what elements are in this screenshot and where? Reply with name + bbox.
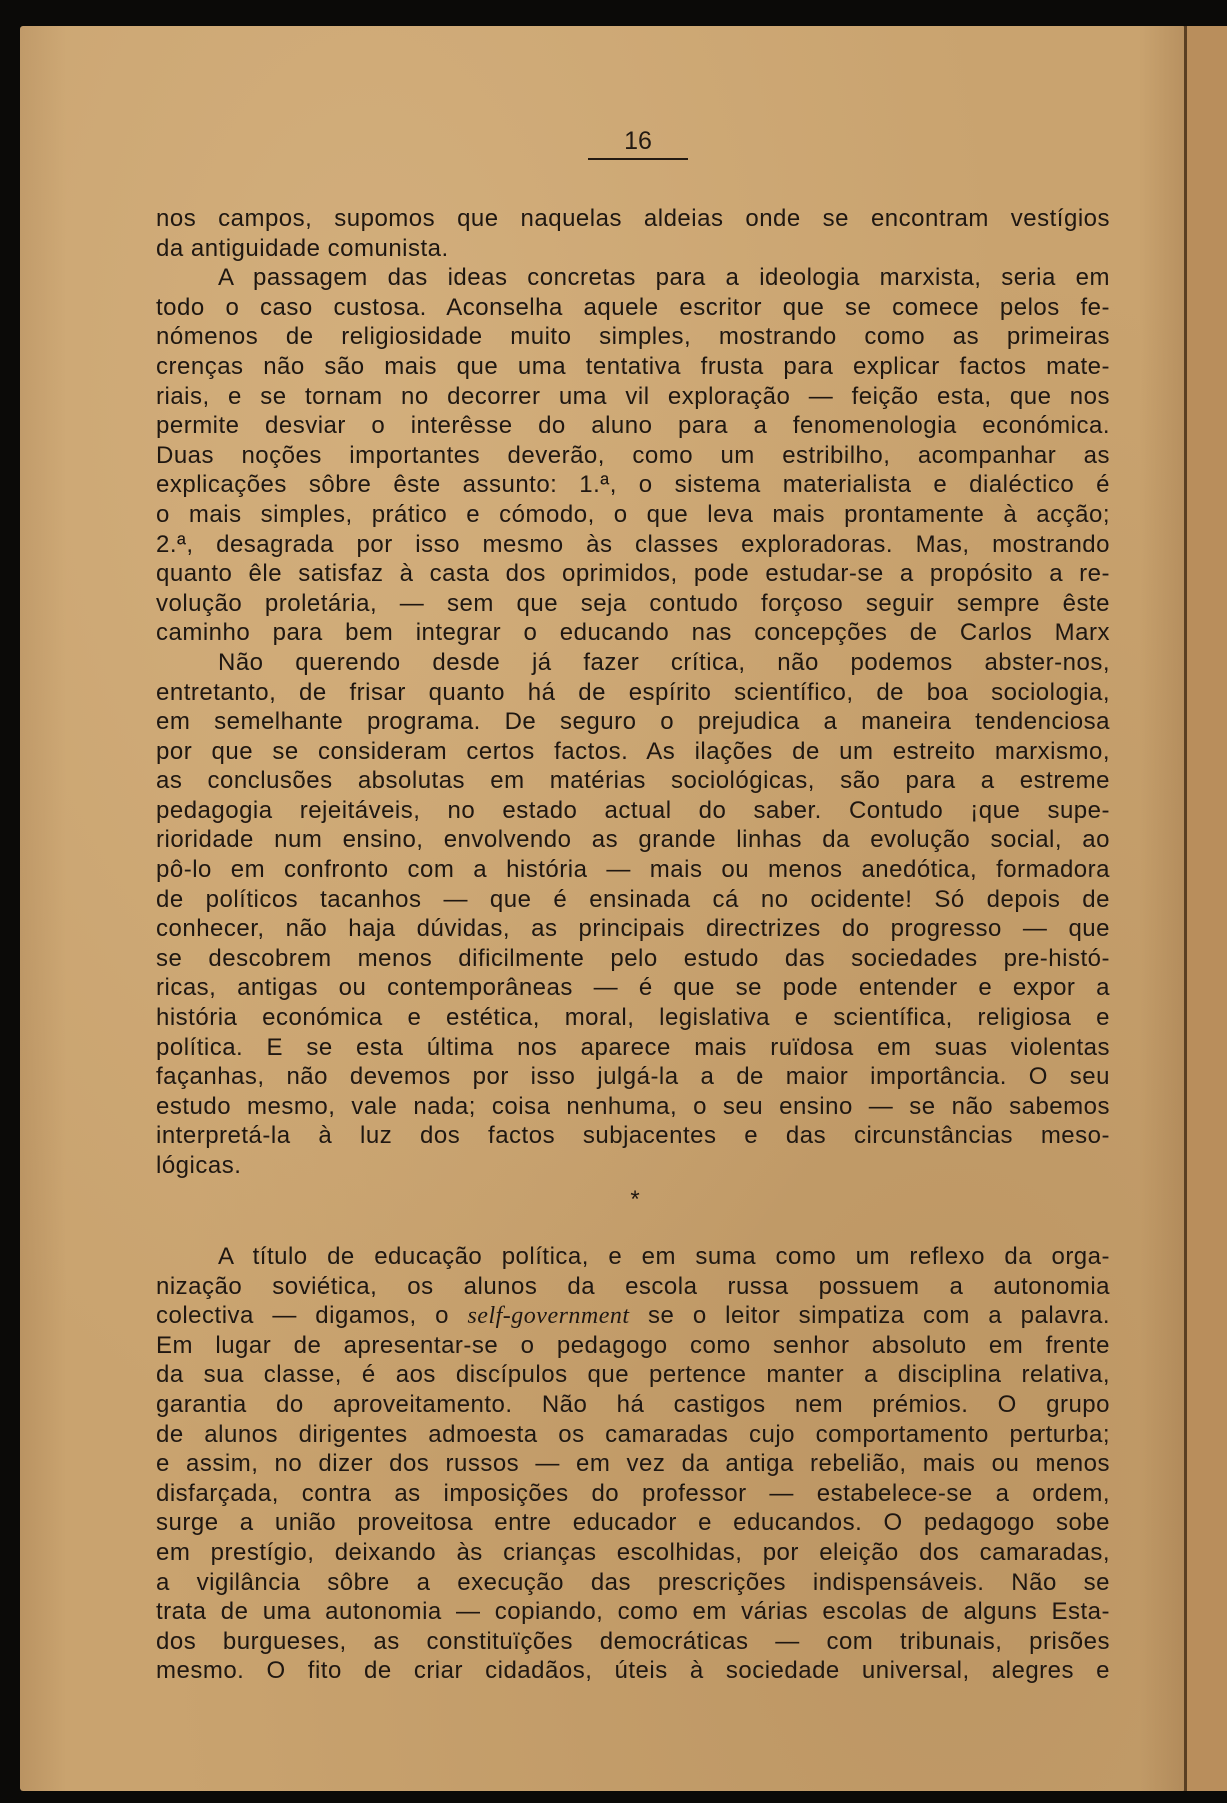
text-line: ricas, antigas ou contemporâneas — é que se pode entender e expor a <box>156 974 1110 1002</box>
text-line: todo o caso custosa. Aconselha aquele escritor que se comece pelos fe- <box>156 293 1110 321</box>
text-line: pedagogia rejeitáveis, no estado actual do saber. Contudo ¡que supe- <box>156 796 1110 824</box>
text-line: nómenos de religiosidade muito simples, mostrando como as primeiras <box>156 323 1110 351</box>
text-line: entretanto, de frisar quanto há de espírito scientífico, de boa sociologia, <box>156 678 1110 706</box>
text-line: história económica e estética, moral, legislativa e scientífica, religiosa e <box>156 1004 1110 1032</box>
text-line-with-italic <box>156 1301 1110 1331</box>
text-line: em prestígio, deixando às crianças escolhidas, por eleição dos camaradas, <box>156 1538 1110 1566</box>
text-line: estudo mesmo, vale nada; coisa nenhuma, o seu ensino — se não sabemos <box>156 1092 1110 1120</box>
text-line: e assim, no dizer dos russos — em vez da antiga rebelião, mais ou menos <box>156 1450 1110 1478</box>
text-line: a vigilância sôbre a execução das prescrições indispensáveis. Não se <box>156 1568 1110 1596</box>
text-line: por que se consideram certos factos. As ilações de um estreito marxismo, <box>156 737 1110 765</box>
text-line: da sua classe, é aos discípulos que pertence manter a disciplina relativa, <box>156 1361 1110 1389</box>
text-line: se descobrem menos dificilmente pelo estudo das sociedades pre-histó- <box>156 944 1110 972</box>
adjacent-page-edge <box>1184 26 1227 1791</box>
text-line: nização soviética, os alunos da escola russa possuem a autonomia <box>156 1272 1110 1300</box>
text-line: de políticos tacanhos — que é ensinada cá no ocidente! Só depois de <box>156 885 1110 913</box>
text-line: 2.ª, desagrada por isso mesmo às classes exploradoras. Mas, mostrando <box>156 530 1110 558</box>
text-line: interpretá-la à luz dos factos subjacentes e das circunstâncias meso- <box>156 1122 1110 1150</box>
text-line: o mais simples, prático e cómodo, o que leva mais prontamente à acção; <box>156 500 1110 528</box>
text-line: de alunos dirigentes admoesta os camaradas cujo comportamento perturba; <box>156 1420 1110 1448</box>
text-line: Em lugar de apresentar-se o pedagogo como senhor absoluto em frente <box>156 1331 1110 1359</box>
text-line: rioridade num ensino, envolvendo as grande linhas da evolução social, ao <box>156 826 1110 854</box>
text-line: crenças não são mais que uma tentativa frusta para explicar factos mate- <box>156 352 1110 380</box>
text-line: mesmo. O fito de criar cidadãos, úteis à sociedade universal, alegres e <box>156 1657 1110 1685</box>
page-number: 16 <box>588 126 688 160</box>
text-segment: se o leitor simpatiza com a palavra. <box>629 1302 1110 1330</box>
text-line: quanto êle satisfaz à casta dos oprimidos, pode estudar-se a propósito a re- <box>156 560 1110 588</box>
text-line: explicações sôbre êste assunto: 1.ª, o sistema materialista e dialéctico é <box>156 471 1110 499</box>
text-block-1 <box>156 204 1110 1181</box>
text-line: nos campos, supomos que naquelas aldeias onde se encontram vestígios <box>156 205 1110 232</box>
text-line: garantia do aproveitamento. Não há castigos nem prémios. O grupo <box>156 1390 1110 1418</box>
text-line: permite desviar o interêsse do aluno para a fenomenologia económica. <box>156 412 1110 440</box>
text-line: surge a união proveitosa entre educador e educandos. O pedagogo sobe <box>156 1509 1110 1537</box>
section-separator-asterisk: * <box>630 1186 640 1213</box>
text-segment: colectiva — digamos, o <box>156 1302 468 1330</box>
text-line: riais, e se tornam no decorrer uma vil exploração — feição esta, que nos <box>156 382 1110 410</box>
text-line: trata de uma autonomia — copiando, como em várias escolas de alguns Esta- <box>156 1598 1110 1626</box>
text-line: Duas noções importantes deverão, como um estribilho, acompanhar as <box>156 441 1110 469</box>
text-line: disfarçada, contra as imposições do professor — estabelece-se a ordem, <box>156 1479 1110 1507</box>
text-line: pô-lo em confronto com a história — mais ou menos anedótica, formadora <box>156 856 1110 884</box>
text-line: as conclusões absolutas em matérias sociológicas, são para a estreme <box>156 767 1110 795</box>
text-line: A título de educação política, e em suma como um reflexo da orga- <box>218 1243 1110 1270</box>
text-line: A passagem das ideas concretas para a ideologia marxista, seria em <box>218 264 1110 292</box>
text-line: lógicas. <box>156 1152 242 1179</box>
text-line: política. E se esta última nos aparece mais ruïdosa em suas violentas <box>156 1033 1110 1061</box>
text-line: façanhas, não devemos por isso julgá-la a de maior importância. O seu <box>156 1063 1110 1091</box>
text-line: em semelhante programa. De seguro o prejudica a maneira tendenciosa <box>156 708 1110 736</box>
text-line: volução proletária, — sem que seja contudo forçoso seguir sempre êste <box>156 589 1110 617</box>
text-line: da antiguidade comunista. <box>156 234 449 262</box>
text-line: dos burgueses, as constituïções democráticas — com tribunais, prisões <box>156 1627 1110 1655</box>
italic-term: self-government <box>467 1303 630 1330</box>
text-line: caminho para bem integrar o educando nas concepções de Carlos Marx <box>156 619 1110 647</box>
text-line: Não querendo desde já fazer crítica, não podemos abster-nos, <box>218 648 1110 676</box>
text-line: conhecer, não haja dúvidas, as principais directrizes do progresso — que <box>156 915 1110 943</box>
text-block-2 <box>156 1242 1110 1686</box>
